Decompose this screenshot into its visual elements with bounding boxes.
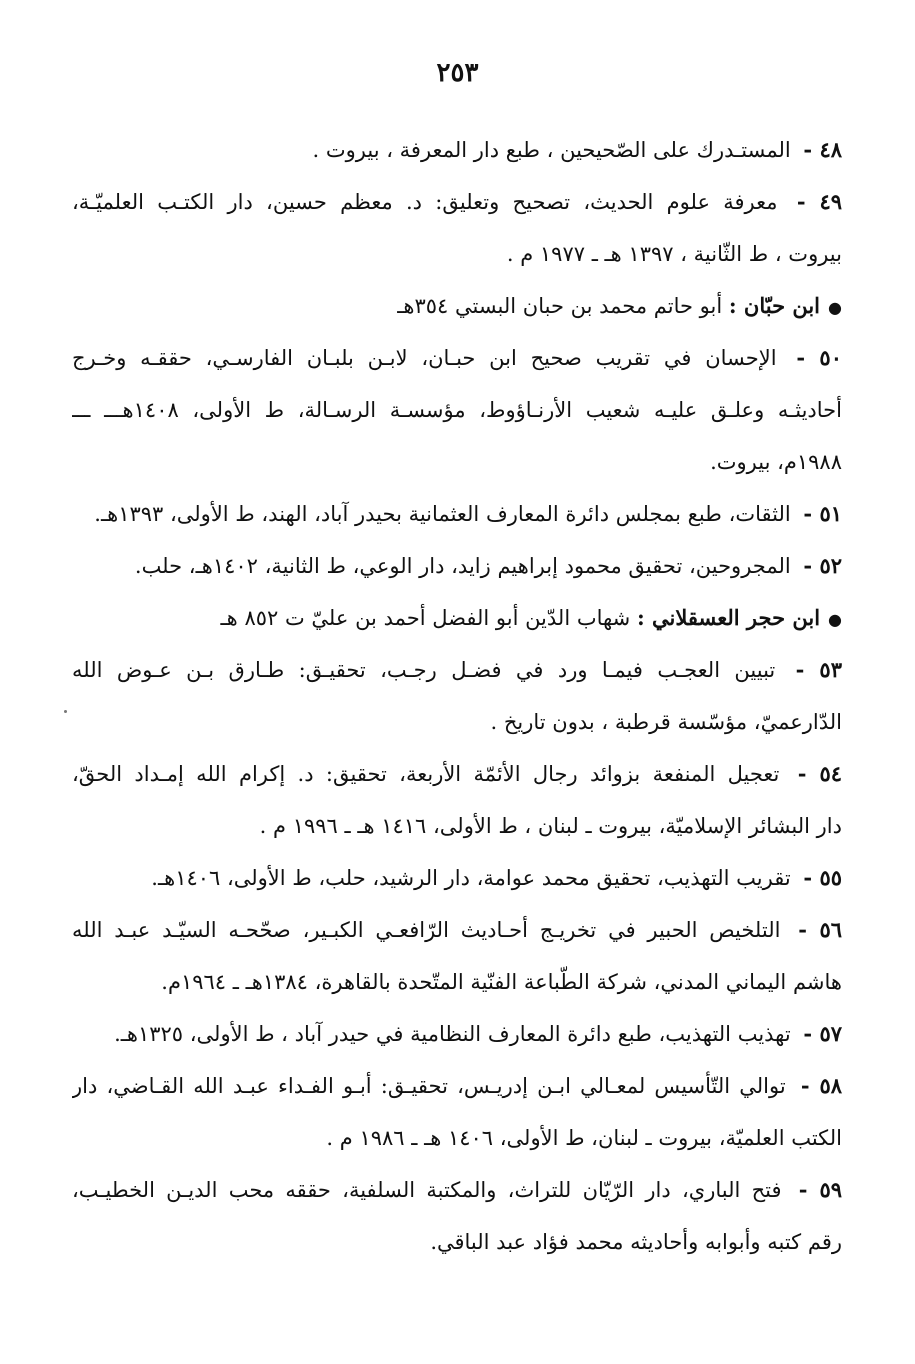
entry-number: ٥٨ -: [800, 1073, 842, 1098]
entry-line: [72, 852, 842, 904]
bibliography-entry: [72, 124, 842, 176]
author-heading: [72, 592, 842, 644]
bibliography-list: [72, 124, 842, 1268]
entry-text: معرفة علوم الحديث، تصحيح وتعليق: د. معظم حسين، دار الكتـب العلميّـة،: [72, 190, 778, 214]
entry-number: ٥٥ -: [803, 865, 842, 890]
bibliography-entry: [72, 1060, 842, 1164]
entry-text: بيروت ، ط الثّانية ، ١٣٩٧ هـ ـ ١٩٧٧ م .: [506, 242, 842, 266]
entry-number: ٥١ -: [803, 501, 842, 526]
entry-text: الثقات، طبع بمجلس دائرة المعارف العثمانية بحيدر آباد، الهند، ط الأولى، ١٣٩٣هـ.: [94, 502, 791, 526]
entry-line: [72, 1060, 842, 1112]
entry-line: [72, 1008, 842, 1060]
entry-text: الدّارعميّ، مؤسّسة قرطبة ، بدون تاريخ .: [490, 710, 842, 734]
author-details: شهاب الدّين أبو الفضل أحمد بن عليّ ت ٨٥٢ هـ: [220, 606, 637, 630]
entry-text: توالي التّأسيس لمعـالي ابـن إدريـس، تحقيـق: أبـو الفـداء عبـد الله القـاضي، دار: [72, 1074, 786, 1098]
margin-speck: [64, 710, 67, 713]
entry-text: الكتب العلميّة، بيروت ـ لبنان، ط الأولى، ١٤٠٦ هـ ـ ١٩٨٦ م .: [326, 1126, 842, 1150]
entry-text: دار البشائر الإسلاميّة، بيروت ـ لبنان ، ط الأولى، ١٤١٦ هـ ـ ١٩٩٦ م .: [259, 814, 842, 838]
bibliography-entry: [72, 540, 842, 592]
entry-number: ٥٣ -: [795, 657, 842, 682]
bullet-icon: ●: [828, 610, 842, 629]
entry-number: ٤٨ -: [803, 137, 842, 162]
bibliography-entry: [72, 1008, 842, 1060]
bibliography-entry: [72, 488, 842, 540]
entry-number: ٥٩ -: [798, 1177, 842, 1202]
page-number: ٢٥٣: [436, 58, 479, 88]
bibliography-entry: [72, 852, 842, 904]
entry-text: هاشم اليماني المدني، شركة الطّباعة الفنّية المتّحدة بالقاهرة، ١٣٨٤هـ ـ ١٩٦٤م.: [161, 970, 842, 994]
author-details: أبو حاتم محمد بن حبان البستي ٣٥٤هـ: [397, 294, 729, 318]
bullet-icon: ●: [828, 298, 842, 317]
bibliography-entry: [72, 748, 842, 852]
entry-line: [72, 644, 842, 696]
author-line: [72, 592, 842, 644]
bibliography-entry: [72, 1164, 842, 1268]
entry-text: تبيين العجـب فيمـا ورد في فضـل رجـب، تحقيـق: طـارق بـن عـوض الله: [72, 658, 776, 682]
entry-text: تهذيب التهذيب، طبع دائرة المعارف النظامية في حيدر آباد ، ط الأولى، ١٣٢٥هـ.: [114, 1022, 791, 1046]
bibliography-entry: [72, 176, 842, 280]
entry-number: ٥٧ -: [803, 1021, 842, 1046]
entry-line: [72, 904, 842, 956]
entry-line: [72, 176, 842, 228]
entry-line: [72, 1164, 842, 1216]
author-line: [72, 280, 842, 332]
entry-text: التلخيص الحبير في تخريـج أحـاديث الرّافعـي الكبـير، صحّحـه السيّـد عبـد الله: [72, 918, 781, 942]
entry-text: ١٩٨٨م، بيروت.: [710, 450, 842, 474]
entry-text: فتح الباري، دار الرّيّان للتراث، والمكتبة السلفية، حققه محب الديـن الخطيـب،: [72, 1178, 782, 1202]
bibliography-entry: [72, 644, 842, 748]
entry-line: [72, 228, 842, 280]
entry-number: ٥٠ -: [796, 345, 842, 370]
entry-text: المستـدرك على الصّحيحين ، طبع دار المعرفة ، بيروت .: [312, 138, 791, 162]
entry-line: [72, 332, 842, 384]
entry-line: [72, 800, 842, 852]
entry-number: ٤٩ -: [796, 189, 842, 214]
entry-number: ٥٢ -: [803, 553, 842, 578]
entry-line: [72, 956, 842, 1008]
entry-line: [72, 1216, 842, 1268]
entry-text: تعجيل المنفعة بزوائد رجال الأئمّة الأربعة، تحقيق: د. إكرام الله إمـداد الحقّ،: [72, 762, 780, 786]
author-name: ابن حبّان :: [728, 293, 821, 318]
author-heading: [72, 280, 842, 332]
entry-line: [72, 1112, 842, 1164]
bibliography-entry: [72, 332, 842, 488]
entry-line: [72, 124, 842, 176]
entry-text: أحاديثـه وعلـق عليـه شعيب الأرنـاؤوط، مؤسسـة الرسـالة، ط الأولى، ١٤٠٨هـــ ـــ: [72, 398, 842, 422]
entry-text: تقريب التهذيب، تحقيق محمد عوامة، دار الرشيد، حلب، ط الأولى، ١٤٠٦هـ.: [151, 866, 791, 890]
entry-text: المجروحين، تحقيق محمود إبراهيم زايد، دار الوعي، ط الثانية، ١٤٠٢هـ، حلب.: [134, 554, 791, 578]
author-name: ابن حجر العسقلاني :: [636, 605, 821, 630]
entry-number: ٥٤ -: [797, 761, 842, 786]
entry-line: [72, 436, 842, 488]
entry-text: الإحسان في تقريب صحيح ابن حبـان، لابـن بلبـان الفارسـي، حققـه وخـرج: [72, 346, 777, 370]
entry-line: [72, 384, 842, 436]
entry-line: [72, 696, 842, 748]
entry-text: رقم كتبه وأبوابه وأحاديثه محمد فؤاد عبد الباقي.: [430, 1230, 842, 1254]
entry-number: ٥٦ -: [798, 917, 842, 942]
entry-line: [72, 540, 842, 592]
entry-line: [72, 488, 842, 540]
bibliography-entry: [72, 904, 842, 1008]
entry-line: [72, 748, 842, 800]
